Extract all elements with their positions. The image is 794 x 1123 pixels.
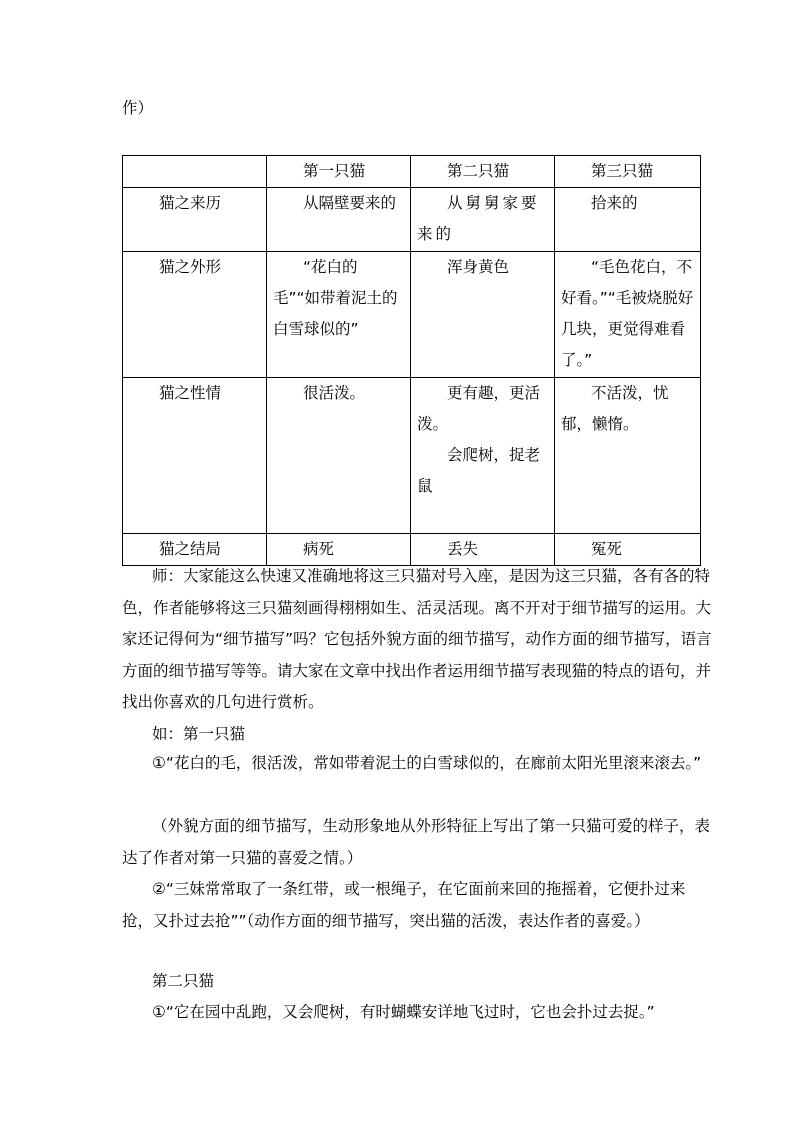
example-heading-cat1: 如：第一只猫 [152,725,246,743]
cell-temperament-cat1: 很活泼。 [267,378,411,534]
example-heading-cat2: 第二只猫 [152,972,215,990]
header-cell-cat1: 第一只猫 [267,156,411,188]
cat-comparison-table [122,155,701,566]
table-row [123,188,701,252]
quote-cat1-2: ②“三妹常常取了一条红带，或一根绳子，在它面前来回的拖摇着，它便扑过来抢，又扑过去抢””（动作方面的细节描写，突出猫的活泼，表达作者的喜爱。） [122,880,686,930]
cell-temperament-cat2-line1: 更有趣，更活泼。 [417,384,541,433]
cell-origin-cat3: 拾来的 [555,188,701,252]
cell-ending-cat1: 病死 [267,534,411,566]
cell-temperament-cat2 [411,378,555,534]
cell-appearance-cat1: “花白的毛”“如带着泥土的白雪球似的” [267,252,411,378]
table-row [123,378,701,534]
quote-cat2-1: ①“它在园中乱跑，又会爬树，有时蝴蝶安详地飞过时，它也会扑过去捉。” [152,1003,655,1021]
analysis-cat1-1: （外貌方面的细节描写，生动形象地从外形特征上写出了第一只猫可爱的样子，表达了作者对第一只猫的喜爱之情。） [122,817,711,867]
cell-ending-cat2: 丢失 [411,534,555,566]
header-cell-empty [123,156,267,188]
cell-ending-cat3: 冤死 [555,534,701,566]
cell-temperament-cat3: 不活泼，忧郁，懒惰。 [555,378,701,534]
row-label-origin: 猫之来历 [123,188,267,252]
cell-origin-cat2: 从舅舅家要来的 [411,188,555,252]
header-cell-cat3: 第三只猫 [555,156,701,188]
cell-origin-cat1: 从隔壁要来的 [267,188,411,252]
row-label-appearance: 猫之外形 [123,252,267,378]
cell-appearance-cat3: “毛色花白，不好看。”“毛被烧脱好几块，更觉得难看了。” [555,252,701,378]
row-label-ending: 猫之结局 [123,534,267,566]
cell-temperament-cat2-line2: 会爬树，捉老鼠 [417,446,541,495]
table-row [123,252,701,378]
quote-cat1-1: ①“花白的毛，很活泼，常如带着泥土的白雪球似的，在廊前太阳光里滚来滚去。” [152,754,702,772]
teacher-paragraph: 师：大家能这么快速又准确地将这三只猫对号入座，是因为这三只猫，各有各的特色，作者能够将这三只猫刻画得栩栩如生、活灵活现。离不开对于细节描写的运用。大家还记得何为“细节描写”吗？它包括外貌方面的细节描写，动作方面的细节描写，语言方面的细节描写等等。请大家在文章中找出作者运用细节描写表现猫的特点的语句，并找出你喜欢的几句进行赏析。 [122,567,712,711]
header-cell-cat2: 第二只猫 [411,156,555,188]
row-label-temperament: 猫之性情 [123,378,267,534]
top-fragment: 作） [122,99,154,117]
cell-appearance-cat2: 浑身黄色 [411,252,555,378]
table-header-row [123,156,701,188]
